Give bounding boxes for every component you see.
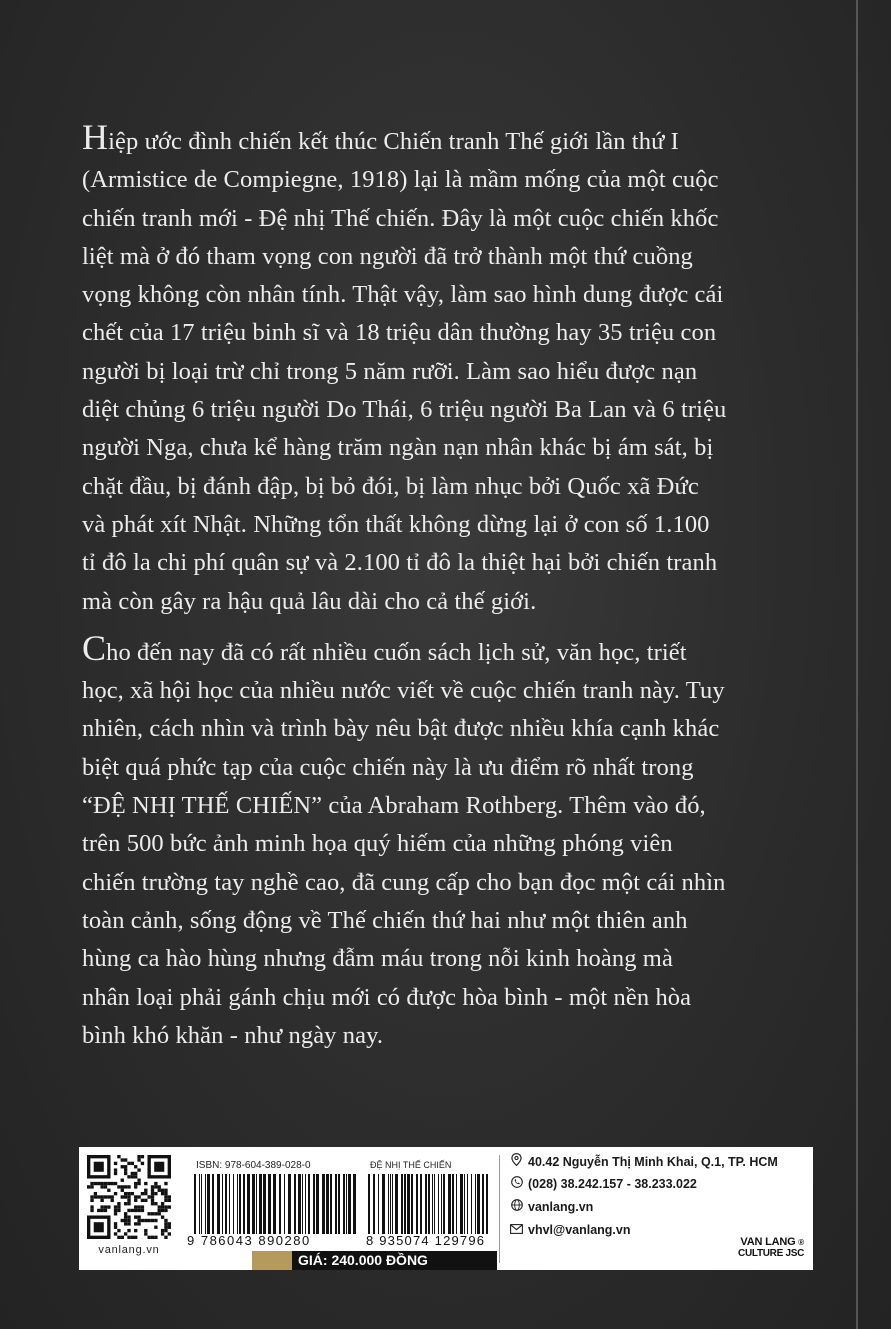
email-icon xyxy=(509,1220,524,1240)
logo-registered-mark: ® xyxy=(798,1238,804,1247)
text-line: bình khó khăn - như ngày nay. xyxy=(82,1021,384,1049)
text-line: diệt chủng 6 triệu người Do Thái, 6 triệu người Ba Lan và 6 triệu xyxy=(82,396,727,424)
location-pin-icon xyxy=(509,1152,524,1172)
text-line: Hiệp ước đình chiến kết thúc Chiến tranh Thế giới lần thứ I xyxy=(82,117,679,157)
qr-code[interactable] xyxy=(87,1155,171,1239)
text-line: nhân loại phải gánh chịu mới có được hòa bình - một nền hòa xyxy=(82,983,692,1011)
text-line: nhiên, cách nhìn và trình bày nêu bật được nhiều khía cạnh khác xyxy=(82,715,720,743)
text-line: chết của 17 triệu binh sĩ và 18 triệu dân thường hay 35 triệu con xyxy=(82,319,717,347)
logo-line-1: VAN LANG xyxy=(740,1236,796,1248)
spine-edge-line xyxy=(856,0,858,1329)
text-line: biệt quá phức tạp của cuộc chiến này là ưu điểm rõ nhất trong xyxy=(82,753,694,781)
logo-line-2: CULTURE JSC xyxy=(738,1248,804,1259)
synopsis-paragraph-1 xyxy=(82,118,812,621)
panel-divider xyxy=(499,1155,500,1263)
text-line: liệt mà ở đó tham vọng con người đã trở thành một thứ cuồng xyxy=(82,242,693,270)
publisher-logo xyxy=(712,1237,804,1259)
phone-text: (028) 38.242.157 - 38.233.022 xyxy=(528,1177,697,1191)
text-line: “ĐỆ NHỊ THẾ CHIẾN” của Abraham Rothberg. Thêm vào đó, xyxy=(82,792,706,820)
text-line: mà còn gây ra hậu quả lâu dài cho cả thế giới. xyxy=(82,587,537,615)
phone-row xyxy=(509,1174,697,1194)
text-line: và phát xít Nhật. Những tổn thất không dừng lại ở con số 1.100 xyxy=(82,510,710,538)
publisher-info-panel xyxy=(79,1147,813,1270)
phone-icon xyxy=(509,1174,524,1194)
isbn-label: ISBN: 978-604-389-028-0 xyxy=(196,1160,311,1171)
synopsis-text xyxy=(82,118,812,1063)
product-barcode xyxy=(366,1174,492,1234)
text-line: học, xã hội học của nhiều nước viết về cuộc chiến tranh này. Tuy xyxy=(82,677,725,705)
website-row[interactable] xyxy=(509,1197,593,1217)
text-line: người Nga, chưa kể hàng trăm ngàn nạn nhân khác bị ám sát, bị xyxy=(82,434,714,462)
isbn-barcode xyxy=(192,1174,360,1234)
address-row xyxy=(509,1152,778,1172)
product-barcode-number: 8 935074 129796 xyxy=(366,1233,486,1248)
email-link[interactable]: vhvl@vanlang.vn xyxy=(528,1223,631,1237)
text-line: người bị loại trừ chỉ trong 5 năm rưỡi. Làm sao hiểu được nạn xyxy=(82,357,698,385)
text-line: Cho đến nay đã có rất nhiều cuốn sách lịch sử, văn học, triết xyxy=(82,627,687,668)
qr-caption: vanlang.vn xyxy=(98,1244,160,1256)
globe-icon xyxy=(509,1197,524,1217)
text-line: toàn cảnh, sống động về Thế chiến thứ hai như một thiên anh xyxy=(82,906,688,934)
synopsis-paragraph-2 xyxy=(82,629,812,1055)
text-line: chiến tranh mới - Đệ nhị Thế chiến. Đây là một cuộc chiến khốc xyxy=(82,204,719,232)
price-label: GIÁ: 240.000 ĐỒNG xyxy=(298,1252,428,1268)
isbn-barcode-number: 9 786043 890280 xyxy=(187,1233,311,1248)
text-line: vọng không còn nhân tính. Thật vậy, làm sao hình dung được cái xyxy=(82,281,724,309)
text-line: chiến trường tay nghề cao, đã cung cấp cho bạn đọc một cái nhìn xyxy=(82,868,726,896)
email-row[interactable] xyxy=(509,1220,631,1240)
address-text: 40.42 Nguyễn Thị Minh Khai, Q.1, TP. HCM xyxy=(528,1155,778,1169)
book-title-label: ĐỆ NHỊ THẾ CHIẾN xyxy=(370,1160,452,1170)
text-line: (Armistice de Compiegne, 1918) lại là mầm mống của một cuộc xyxy=(82,166,719,194)
text-line: trên 500 bức ảnh minh họa quý hiếm của những phóng viên xyxy=(82,830,673,858)
website-link[interactable]: vanlang.vn xyxy=(528,1200,594,1214)
text-line: tỉ đô la chi phí quân sự và 2.100 tỉ đô la thiệt hại bởi chiến tranh xyxy=(82,549,718,577)
text-line: chặt đầu, bị đánh đập, bị bỏ đói, bị làm nhục bởi Quốc xã Đức xyxy=(82,472,699,500)
price-accent-bar xyxy=(252,1251,292,1270)
text-line: hùng ca hào hùng nhưng đẫm máu trong nỗi kinh hoàng mà xyxy=(82,945,673,973)
